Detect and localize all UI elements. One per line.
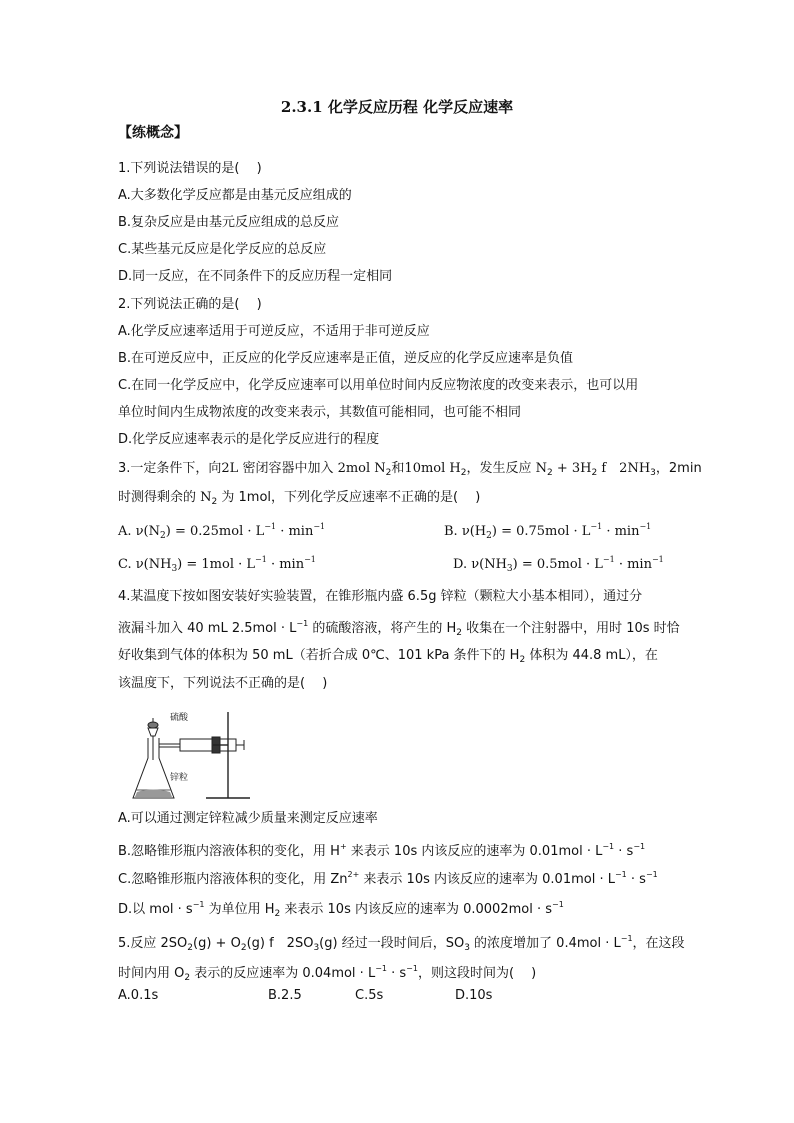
q2-option-c-line1: C.在同一化学反应中，化学反应速率可以用单位时间内反应物浓度的改变来表示，也可以用 bbox=[118, 378, 639, 393]
q2-option-c-line2: 单位时间内生成物浓度的改变来表示，其数值可能相同，也可能不相同 bbox=[118, 405, 522, 420]
q4-option-b: B.忽略锥形瓶内溶液体积的变化，用 H+ 来表示 10s 内该反应的速率为 $0.01mol \cdot L^{-1} \cdot s^{-1}$ bbox=[118, 842, 646, 859]
q1-option-b: B.复杂反应是由基元反应组成的总反应 bbox=[118, 215, 340, 230]
q5-stem-line2: 时间内用 $O_2$ 表示的反应速率为 $0.04mol \cdot L^{-1} \cdot s^{-1}$，则这段时间为( ) bbox=[118, 964, 537, 983]
q2-option-d: D.化学反应速率表示的是化学反应进行的程度 bbox=[118, 432, 380, 447]
q4-stem-line1: 4.某温度下按如图安装好实验装置，在锥形瓶内盛 6.5g 锌粒（颗粒大小基本相同），通过分 bbox=[118, 589, 643, 604]
q5-option-b: B.2.5 bbox=[268, 988, 302, 1003]
q4-option-d: D.以 mol · $s^{-1}$ 为单位用 $H_2$ 来表示 10s 内该反应的速率为 $0.0002mol \cdot s^{-1}$ bbox=[118, 900, 564, 919]
label-sulfuric-acid: 硫酸 bbox=[170, 713, 189, 723]
q3-stem-line1: 3.一定条件下，向2L 密闭容器中加入 2mol $N_2$和10mol $H_2$，发生反应 $N_2 + 3H_2$ f $2NH_3$，2min bbox=[118, 461, 702, 478]
q5-option-c: C.5s bbox=[355, 988, 384, 1003]
section-heading: 【练概念】 bbox=[118, 125, 188, 141]
q1-option-d: D.同一反应，在不同条件下的反应历程一定相同 bbox=[118, 269, 393, 284]
q2-option-b: B.在可逆反应中，正反应的化学反应速率是正值，逆反应的化学反应速率是负值 bbox=[118, 351, 574, 366]
q3-stem-line2: 时测得剩余的 $N_2$ 为 1mol，下列化学反应速率不正确的是( ) bbox=[118, 490, 481, 507]
syringe bbox=[180, 737, 244, 753]
q3-option-c: C. $\nu(NH_3) = 1mol \cdot L^{-1} \cdot \min^{-1}$ bbox=[118, 555, 316, 574]
page-title: 2.3.1 化学反应历程 化学反应速率 bbox=[280, 98, 514, 116]
delivery-tube bbox=[159, 744, 180, 747]
label-zinc-granules: 锌粒 bbox=[170, 773, 189, 783]
separatory-funnel bbox=[148, 718, 158, 760]
q3-option-a: A. $\nu(N_2) = 0.25mol \cdot L^{-1} \cdot \min^{-1}$ bbox=[118, 522, 326, 541]
q4-option-a: A.可以通过测定锌粒减少质量来测定反应速率 bbox=[118, 811, 378, 826]
q3-option-b: B. $\nu(H_2) = 0.75mol \cdot L^{-1} \cdot \min^{-1}$ bbox=[444, 522, 652, 541]
q4-stem-line4: 该温度下，下列说法不正确的是( ) bbox=[118, 676, 328, 691]
q1-stem: 1.下列说法错误的是( ) bbox=[118, 161, 262, 176]
q5-option-d: D.10s bbox=[455, 988, 493, 1003]
q5-option-a: A.0.1s bbox=[118, 988, 159, 1003]
q5-stem-line1: 5.反应 $2SO_2(g) + O_2(g)$ f $2SO_3(g)$ 经过一段时间后，$SO_3$ 的浓度增加了 $0.4mol \cdot L^{-1}$，在这段 bbox=[118, 934, 685, 953]
q2-stem: 2.下列说法正确的是( ) bbox=[118, 297, 262, 312]
lab-apparatus-figure bbox=[128, 708, 253, 803]
q2-option-a: A.化学反应速率适用于可逆反应，不适用于非可逆反应 bbox=[118, 324, 430, 339]
q1-option-a: A.大多数化学反应都是由基元反应组成的 bbox=[118, 188, 352, 203]
iron-stand bbox=[206, 712, 250, 798]
q4-stem-line3: 好收集到气体的体积为 50 mL（若折合成 0℃、101 kPa 条件下的 $H_2$ 体积为 44.8 mL），在 bbox=[118, 648, 658, 665]
q3-option-d: D. $\nu(NH_3) = 0.5mol \cdot L^{-1} \cdot \min^{-1}$ bbox=[453, 555, 664, 574]
q4-stem-line2: 液漏斗加入 40 mL $2.5mol \cdot L^{-1}$ 的硫酸溶液，将产生的 $H_2$ 收集在一个注射器中，用时 10s 时恰 bbox=[118, 619, 680, 638]
q1-option-c: C.某些基元反应是化学反应的总反应 bbox=[118, 242, 327, 257]
q4-option-c: C.忽略锥形瓶内溶液体积的变化，用 $Zn^{2+}$ 来表示 10s 内该反应的速率为 $0.01mol \cdot L^{-1} \cdot s^{-1}$ bbox=[118, 870, 658, 887]
